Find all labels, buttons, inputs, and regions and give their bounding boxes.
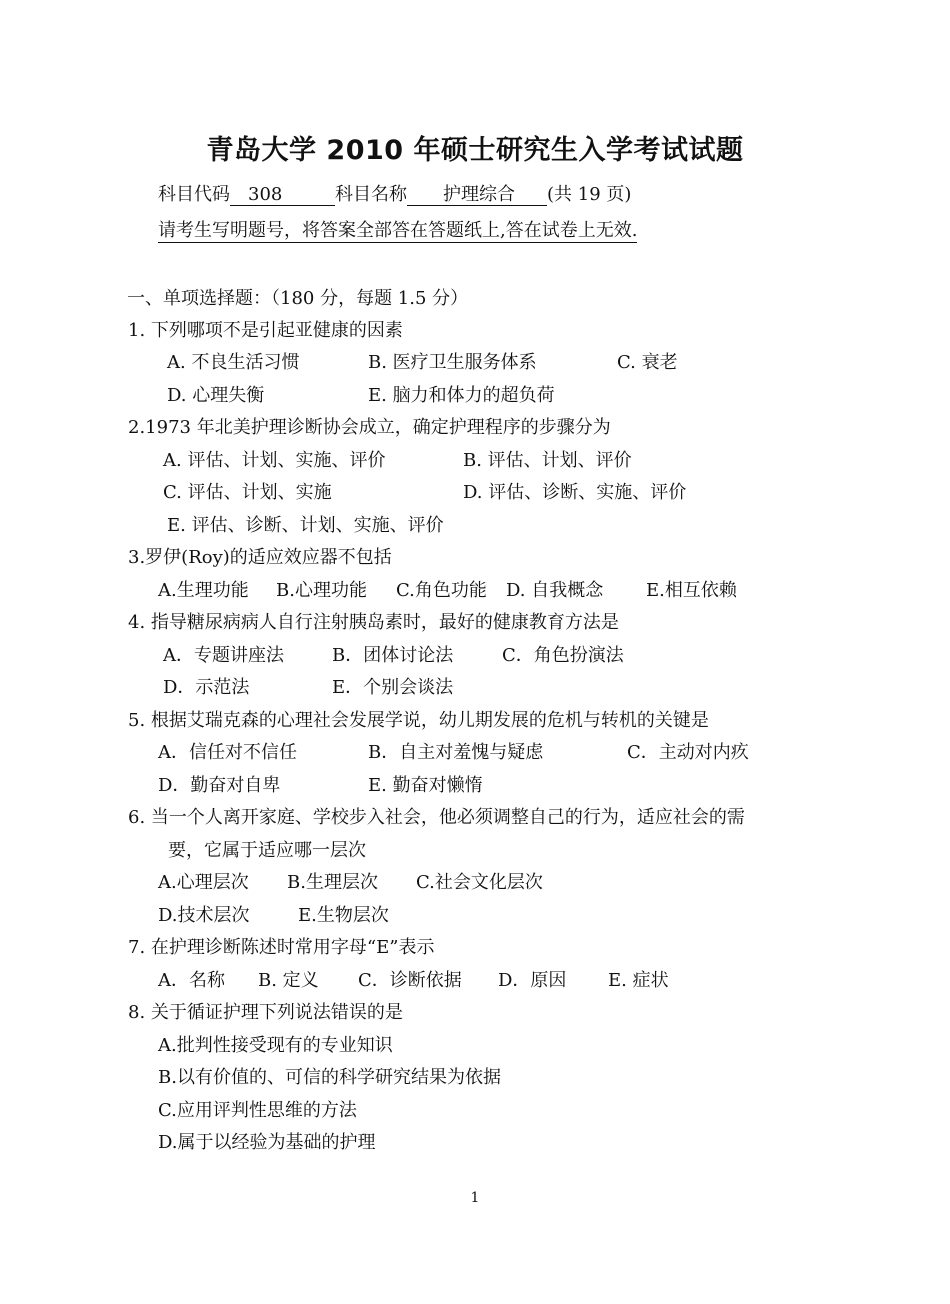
q4-option-a: A．专题讲座法	[163, 645, 284, 666]
q8-option-a: A.批判性接受现有的专业知识	[158, 1035, 393, 1056]
subject-name-label: 科目名称	[335, 184, 407, 205]
q2-option-a: A. 评估、计划、实施、评价	[163, 450, 386, 471]
subject-info	[158, 180, 631, 206]
q5-option-a: A．信任对不信任	[158, 742, 297, 763]
q7-option-e: E. 症状	[608, 970, 669, 991]
q4-option-b: B．团体讨论法	[332, 645, 454, 666]
q6-option-c: C.社会文化层次	[416, 872, 543, 893]
exam-title: 青岛大学 2010 年硕士研究生入学考试试题	[206, 135, 744, 166]
question-7: 7. 在护理诊断陈述时常用字母“E”表示	[128, 937, 435, 958]
question-1: 1. 下列哪项不是引起亚健康的因素	[128, 320, 403, 341]
question-6: 6. 当一个人离开家庭、学校步入社会，他必须调整自己的行为，适应社会的需	[128, 807, 745, 828]
question-5: 5. 根据艾瑞克森的心理社会发展学说，幼儿期发展的危机与转机的关键是	[128, 710, 709, 731]
q3-option-b: B.心理功能	[276, 580, 367, 601]
page-count: (共 19 页)	[547, 184, 632, 205]
q2-option-d: D. 评估、诊断、实施、评价	[463, 482, 687, 503]
q7-option-b: B. 定义	[258, 970, 319, 991]
question-3: 3.罗伊(Roy)的适应效应器不包括	[128, 547, 392, 568]
q7-option-c: C．诊断依据	[358, 970, 462, 991]
question-6-continued: 要，它属于适应哪一层次	[168, 840, 366, 861]
q2-option-c: C. 评估、计划、实施	[163, 482, 332, 503]
exam-notice: 请考生写明题号，将答案全部答在答题纸上,答在试卷上无效.	[158, 220, 638, 241]
question-2: 2.1973 年北美护理诊断协会成立，确定护理程序的步骤分为	[128, 417, 611, 438]
q7-option-a: A．名称	[158, 970, 225, 991]
q3-option-c: C.角色功能	[396, 580, 487, 601]
q6-option-d: D.技术层次	[158, 905, 250, 926]
q3-option-a: A.生理功能	[158, 580, 249, 601]
q7-option-d: D．原因	[498, 970, 567, 991]
q1-option-a: A. 不良生活习惯	[167, 352, 300, 373]
q5-option-e: E. 勤奋对懒惰	[368, 775, 483, 796]
q2-option-e: E. 评估、诊断、计划、实施、评价	[167, 515, 444, 536]
q3-option-e: E.相互依赖	[646, 580, 737, 601]
question-4: 4. 指导糖尿病病人自行注射胰岛素时，最好的健康教育方法是	[128, 612, 619, 633]
q2-option-b: B. 评估、计划、评价	[463, 450, 632, 471]
subject-name: 护理综合	[407, 185, 547, 206]
question-8: 8. 关于循证护理下列说法错误的是	[128, 1002, 403, 1023]
page-number: 1	[470, 1190, 480, 1206]
q4-option-c: C．角色扮演法	[502, 645, 624, 666]
section-heading: 一、单项选择题：（180 分，每题 1.5 分）	[127, 288, 469, 309]
q4-option-e: E．个别会谈法	[332, 677, 454, 698]
q1-option-c: C. 衰老	[617, 352, 678, 373]
q6-option-e: E.生物层次	[298, 905, 389, 926]
q1-option-b: B. 医疗卫生服务体系	[368, 352, 537, 373]
q8-option-b: B.以有价值的、可信的科学研究结果为依据	[158, 1067, 501, 1088]
q5-option-c: C．主动对内疚	[627, 742, 749, 763]
subject-code: 308	[230, 185, 335, 206]
q5-option-b: B．自主对羞愧与疑虑	[368, 742, 544, 763]
q4-option-d: D．示范法	[163, 677, 250, 698]
q5-option-d: D．勤奋对自卑	[158, 775, 281, 796]
q6-option-a: A.心理层次	[158, 872, 249, 893]
q8-option-d: D.属于以经验为基础的护理	[158, 1132, 376, 1153]
q8-option-c: C.应用评判性思维的方法	[158, 1100, 357, 1121]
subject-code-label: 科目代码	[158, 184, 230, 205]
q3-option-d: D. 自我概念	[506, 580, 604, 601]
q6-option-b: B.生理层次	[287, 872, 378, 893]
q1-option-d: D. 心理失衡	[167, 385, 265, 406]
q1-option-e: E. 脑力和体力的超负荷	[368, 385, 555, 406]
